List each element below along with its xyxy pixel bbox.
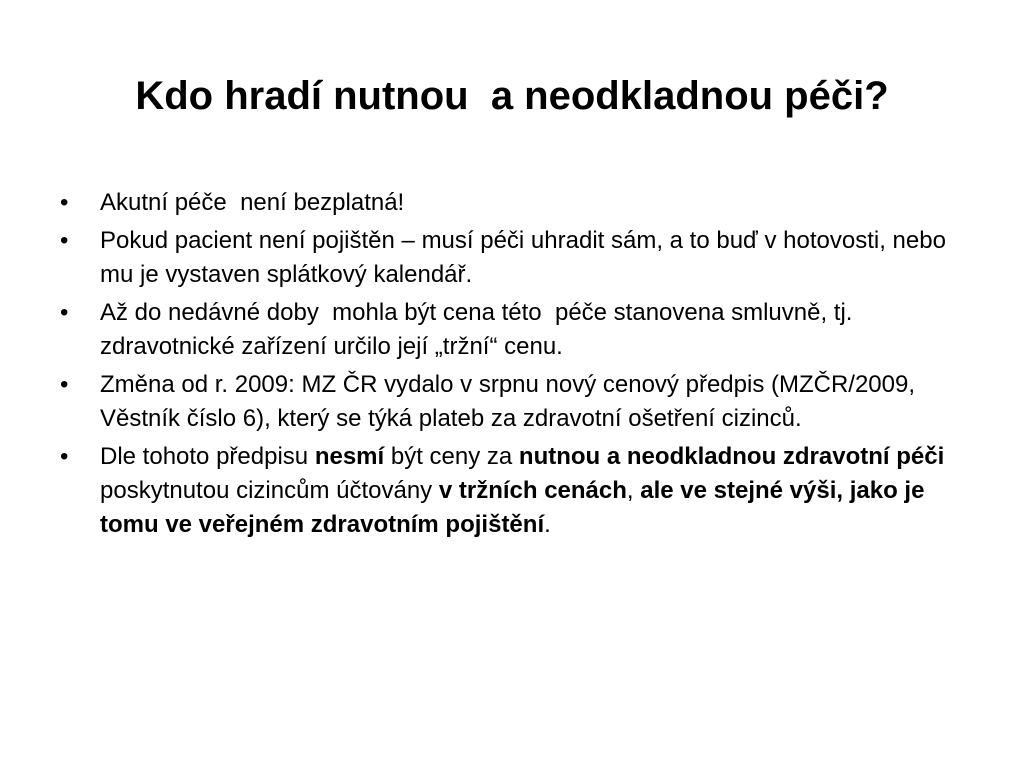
emphasis-text: v tržních cenách — [438, 477, 627, 504]
bullet-text-2009-change: Změna od r. 2009: MZ ČR vydalo v srpnu nový cenový předpis (MZČR/2009, Věstník číslo 6), který se týká plateb za zdravotní ošetření cizinců. — [100, 371, 922, 432]
bullet-text-acute-care: Akutní péče není bezplatná! — [100, 189, 405, 216]
bullet-text-contract-price: Až do nedávné doby mohla být cena této péče stanovena smluvně, tj. zdravotnické zařízení určilo její „tržní“ cenu. — [100, 299, 860, 360]
slide-title: Kdo hradí nutnou a neodkladnou péči? — [135, 74, 889, 118]
bullet-item — [60, 296, 970, 364]
bullet-dot-icon: • — [60, 227, 69, 254]
bullet-dot-icon: • — [60, 371, 69, 398]
bullet-dot-icon: • — [60, 443, 69, 470]
text-segment: být ceny za — [384, 443, 519, 470]
bullet-item — [60, 186, 970, 220]
emphasis-text: ale ve stejné výši, jako je tomu ve veřejném zdravotním pojištění — [100, 477, 932, 538]
emphasis-text: nesmí — [314, 443, 385, 470]
bullet-dot-icon: • — [60, 299, 69, 326]
bullet-text-regulation — [100, 443, 951, 538]
bullet-dot-icon: • — [60, 189, 69, 216]
bullet-item — [60, 224, 970, 292]
text-segment: . — [544, 511, 551, 538]
bullet-item — [60, 368, 970, 436]
bullet-list — [60, 186, 970, 546]
bullet-text-uninsured-patient: Pokud pacient není pojištěn – musí péči uhradit sám, a to buď v hotovosti, nebo mu je vystaven splátkový kalendář. — [100, 227, 953, 288]
text-segment: , — [626, 477, 641, 504]
text-segment: poskytnutou cizincům účtovány — [100, 443, 951, 504]
bullet-item — [60, 440, 970, 542]
text-segment: Dle tohoto předpisu — [100, 443, 315, 470]
emphasis-text: nutnou a neodkladnou zdravotní péči — [518, 443, 945, 470]
